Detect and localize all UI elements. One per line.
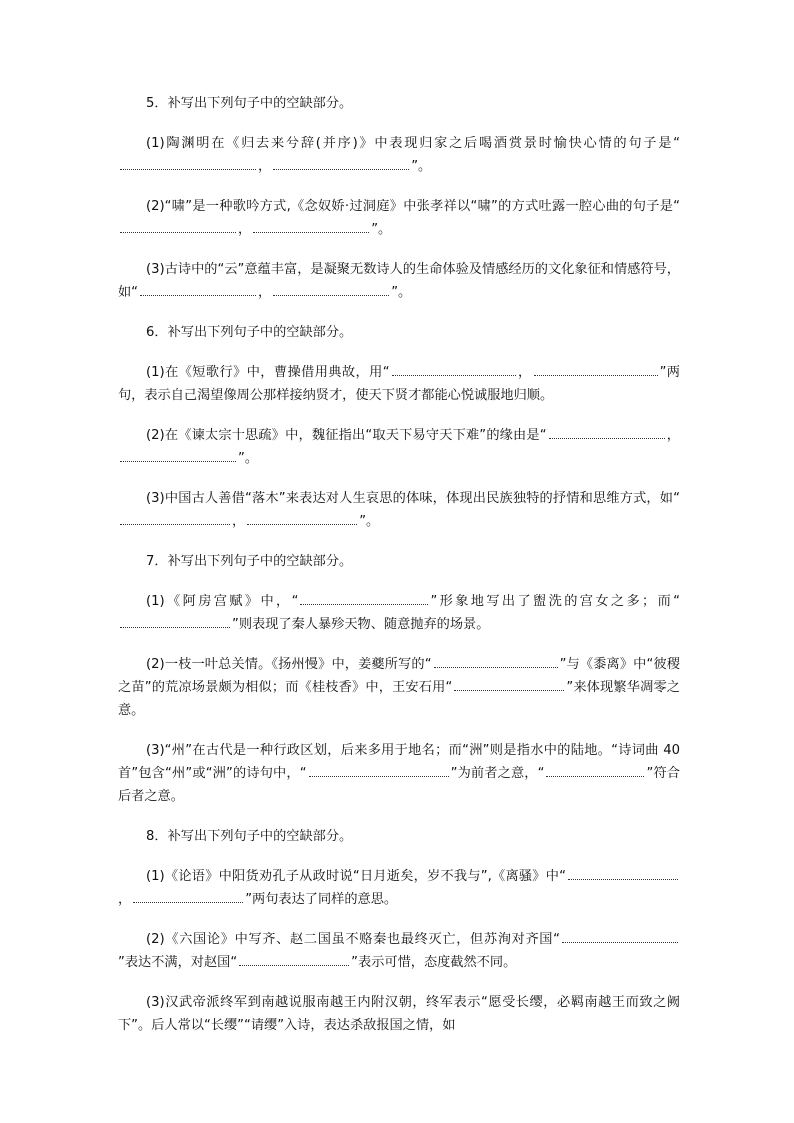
question-7-heading: 7．补写出下列句子中的空缺部分。 — [146, 554, 353, 569]
question-content — [118, 92, 680, 1054]
answer-blank[interactable] — [239, 953, 349, 966]
question-5-heading: 5．补写出下列句子中的空缺部分。 — [146, 96, 353, 111]
answer-blank[interactable] — [300, 592, 428, 605]
item-text: (2)《六国论》中写齐、赵二国虽不赂秦也最终灭亡，但苏洵对齐国“ — [146, 932, 560, 947]
item-text: (1)陶渊明在《归去来兮辞(并序)》中表现归家之后喝酒赏景时愉快心情的句子是 — [146, 136, 674, 151]
answer-blank[interactable] — [273, 283, 389, 296]
question-8-item-1 — [118, 865, 680, 911]
item-text: ”。 — [411, 159, 432, 174]
item-text: ”。 — [391, 285, 412, 300]
question-8-heading: 8．补写出下列句子中的空缺部分。 — [146, 829, 353, 844]
question-5-item-1 — [118, 132, 680, 178]
answer-blank[interactable] — [120, 615, 230, 628]
question-7-item-1 — [118, 590, 680, 636]
answer-blank[interactable] — [309, 764, 449, 777]
item-text: ”。 — [238, 451, 259, 466]
item-text: ”两句表达了同样的意思。 — [245, 892, 398, 907]
item-text: ”两句，表示自己渴望像周公那样接纳贤才，使天下贤才都能心悦诚服地归顺。 — [118, 365, 680, 403]
answer-blank[interactable] — [562, 930, 678, 943]
question-6-item-3 — [118, 487, 680, 533]
item-text: “ — [673, 136, 680, 151]
answer-blank[interactable] — [120, 449, 236, 462]
question-6-heading: 6．补写出下列句子中的空缺部分。 — [146, 325, 353, 340]
answer-blank[interactable] — [140, 283, 256, 296]
item-text: ”为前者之意，“ — [450, 766, 545, 781]
item-text: (1)《阿房宫赋》中，“ — [146, 594, 299, 609]
answer-blank[interactable] — [549, 426, 665, 439]
question-6-item-1 — [118, 361, 680, 407]
answer-blank[interactable] — [120, 512, 230, 525]
answer-blank[interactable] — [253, 220, 369, 233]
question-5-item-3 — [118, 258, 680, 304]
item-text: (3)古诗中的“云”意蕴丰富，是凝聚无数诗人的生命体验及情感经历的文化象征和情感符号，如“ — [118, 262, 680, 300]
answer-blank[interactable] — [454, 678, 564, 691]
item-text: ”。 — [359, 514, 380, 529]
answer-blank[interactable] — [133, 890, 243, 903]
question-7-item-3 — [118, 739, 680, 808]
item-text: ”形象地写出了盥洗的宫女之多；而“ — [430, 594, 680, 609]
item-text: (3)“州”在古代是一种行政区划，后来多用于地名；而“洲”则是指水中的陆地。“诗词曲 40 首”包含“州”或“洲”的诗句中，“ — [118, 743, 680, 781]
question-6-item-2 — [118, 424, 680, 470]
answer-blank[interactable] — [434, 655, 558, 668]
answer-blank[interactable] — [568, 867, 678, 880]
item-text: ”表示可惜，态度截然不同。 — [351, 955, 517, 970]
item-text: (1)《论语》中阳货劝孔子从政时说“日月逝矣，岁不我与”,《离骚》中“ — [146, 869, 566, 884]
item-text: ， — [238, 222, 252, 237]
item-text: (1)在《短歌行》中，曹操借用典故，用“ — [146, 365, 390, 380]
item-text: ， — [517, 365, 532, 380]
item-text: ”符合后者之意。 — [118, 766, 680, 804]
item-text: ”。 — [371, 222, 392, 237]
question-7-item-2 — [118, 653, 680, 722]
answer-blank[interactable] — [546, 764, 644, 777]
question-8-item-2 — [118, 928, 680, 974]
item-text: ， — [666, 428, 680, 443]
item-text: ”来体现繁华凋零之意。 — [118, 680, 680, 718]
item-text: ”则表现了秦人暴殄天物、随意抛弃的场景。 — [232, 617, 490, 632]
answer-blank[interactable] — [120, 157, 256, 170]
answer-blank[interactable] — [392, 363, 516, 376]
item-text: ”与《黍离》中“彼稷之苗”的荒凉场景颇为相似；而《桂枝香》中，王安石用“ — [118, 657, 680, 695]
question-8-item-3: (3)汉武帝派终军到南越说服南越王内附汉朝，终军表示“愿受长缨，必羁南越王而致之阙下”。后人常以“长缨”“请缨”入诗，表达杀敌报国之情，如 — [118, 995, 680, 1033]
item-text: ”表达不满，对赵国“ — [118, 955, 238, 970]
answer-blank[interactable] — [120, 220, 236, 233]
item-text: (3)中国古人善借“落木”来表达对人生哀思的体味，体现出民族独特的抒情和思维方式，如“ — [146, 491, 680, 506]
item-text: ， — [258, 159, 272, 174]
item-text: (2)一枝一叶总关情。《扬州慢》中，姜夔所写的“ — [146, 657, 432, 672]
item-text: (2)在《谏太宗十思疏》中，魏征指出“取天下易守天下难”的缘由是“ — [146, 428, 547, 443]
item-text: ， — [232, 514, 246, 529]
answer-blank[interactable] — [247, 512, 357, 525]
item-text: ， — [118, 892, 132, 907]
item-text: ， — [258, 285, 272, 300]
answer-blank[interactable] — [273, 157, 409, 170]
answer-blank[interactable] — [534, 363, 658, 376]
question-5-item-2 — [118, 195, 680, 241]
item-text: (2)“啸”是一种歌吟方式,《念奴娇·过洞庭》中张孝祥以“啸”的方式吐露一腔心曲的句子是“ — [146, 199, 680, 214]
